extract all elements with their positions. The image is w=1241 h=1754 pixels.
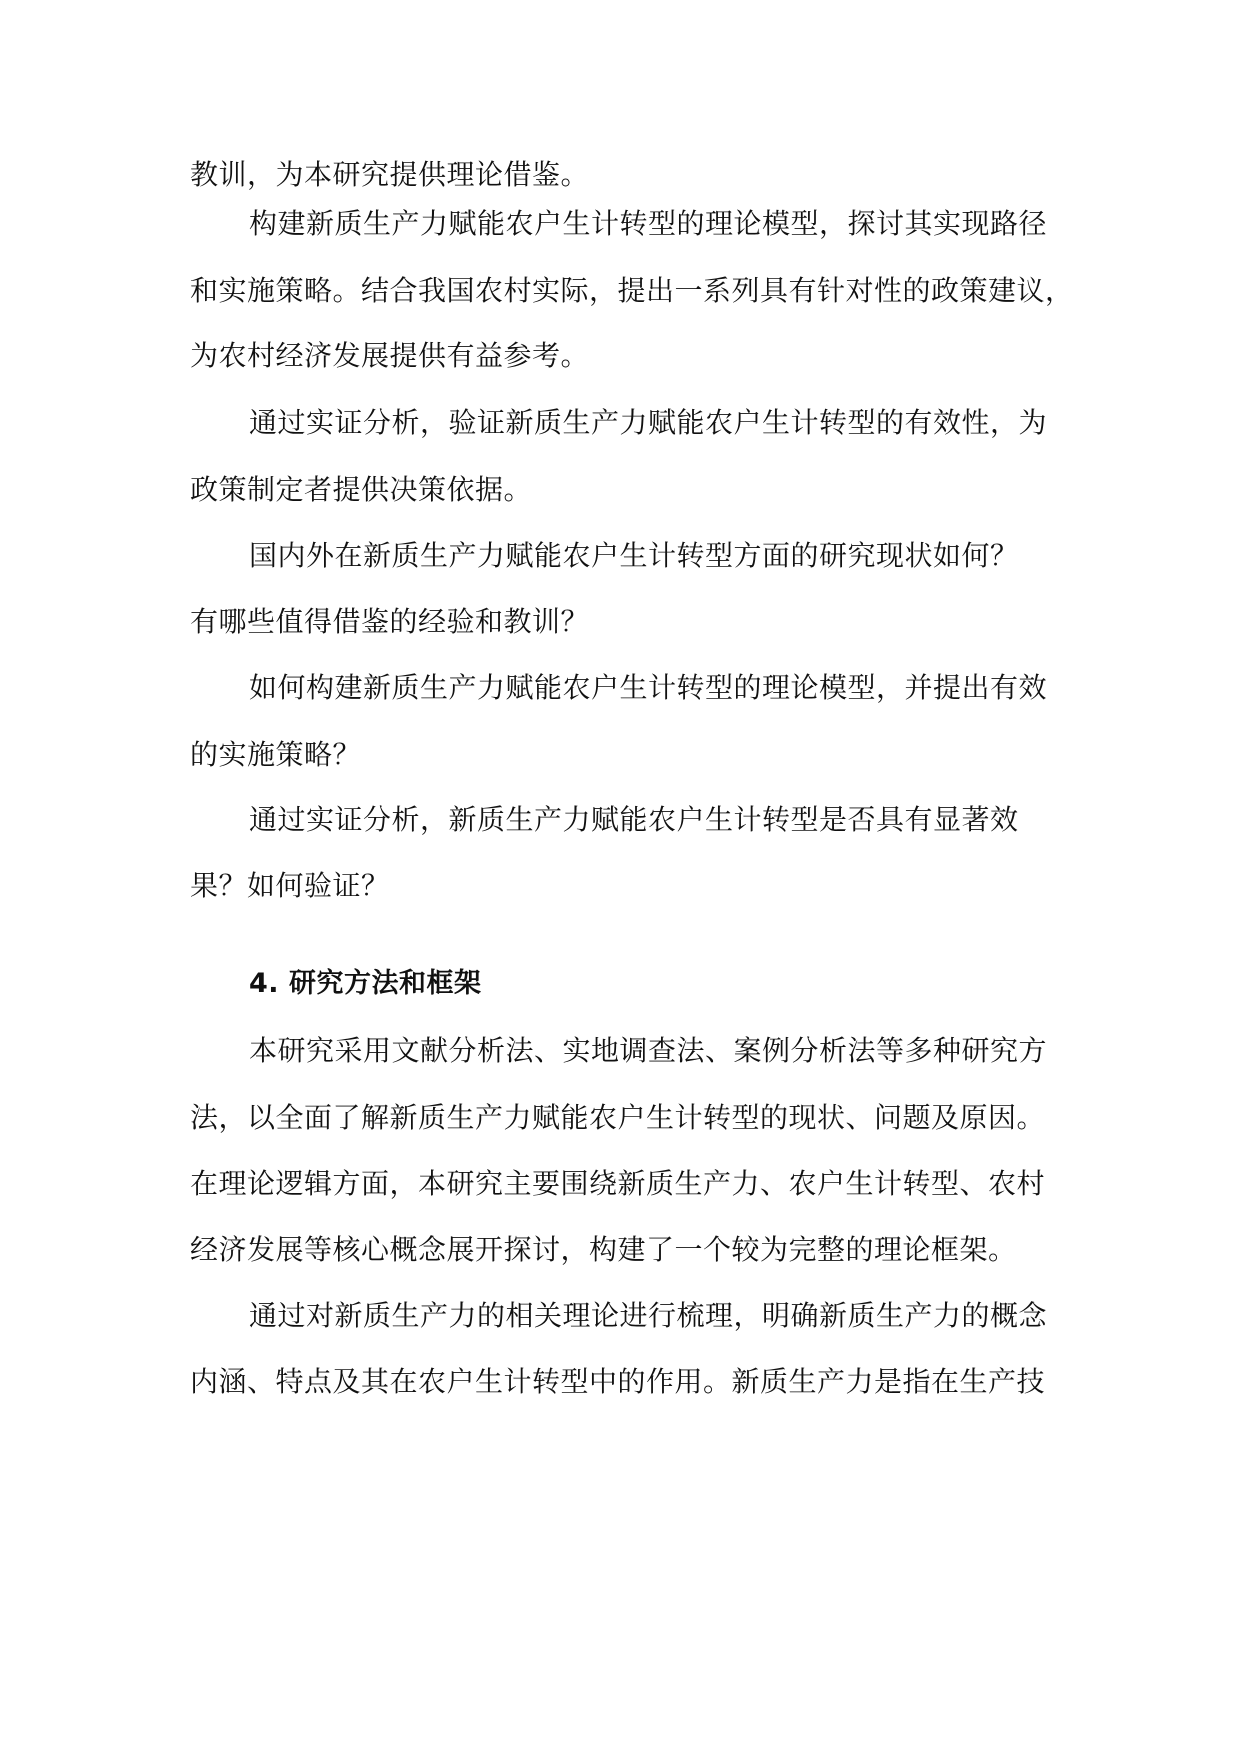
text-line: 和实施策略。结合我国农村实际，提出一系列具有针对性的政策建议， bbox=[190, 274, 1074, 307]
text-line: 的实施策略？ bbox=[190, 738, 362, 771]
text-line: 果？如何验证？ bbox=[190, 869, 390, 902]
text-line: 政策制定者提供决策依据。 bbox=[190, 473, 533, 506]
text-line: 法，以全面了解新质生产力赋能农户生计转型的现状、问题及原因。 bbox=[190, 1101, 1046, 1134]
text-line: 通过实证分析，新质生产力赋能农户生计转型是否具有显著效 bbox=[249, 803, 1019, 836]
text-line: 通过对新质生产力的相关理论进行梳理，明确新质生产力的概念 bbox=[249, 1299, 1048, 1332]
text-line: 在理论逻辑方面，本研究主要围绕新质生产力、农户生计转型、农村 bbox=[190, 1167, 1046, 1200]
section-heading: 4. 研究方法和框架 bbox=[249, 968, 482, 999]
text-line: 国内外在新质生产力赋能农户生计转型方面的研究现状如何？ bbox=[249, 539, 1019, 572]
text-line: 为农村经济发展提供有益参考。 bbox=[190, 339, 590, 372]
text-line: 通过实证分析，验证新质生产力赋能农户生计转型的有效性，为 bbox=[249, 406, 1048, 439]
text-line: 本研究采用文献分析法、实地调查法、案例分析法等多种研究方 bbox=[249, 1034, 1048, 1067]
text-line: 有哪些值得借鉴的经验和教训？ bbox=[190, 605, 590, 638]
text-line: 如何构建新质生产力赋能农户生计转型的理论模型，并提出有效 bbox=[249, 671, 1048, 704]
text-line: 教训，为本研究提供理论借鉴。 bbox=[190, 158, 590, 191]
text-line: 经济发展等核心概念展开探讨，构建了一个较为完整的理论框架。 bbox=[190, 1233, 1017, 1266]
text-line: 内涵、特点及其在农户生计转型中的作用。新质生产力是指在生产技 bbox=[190, 1365, 1046, 1398]
text-line: 构建新质生产力赋能农户生计转型的理论模型，探讨其实现路径 bbox=[249, 207, 1048, 240]
